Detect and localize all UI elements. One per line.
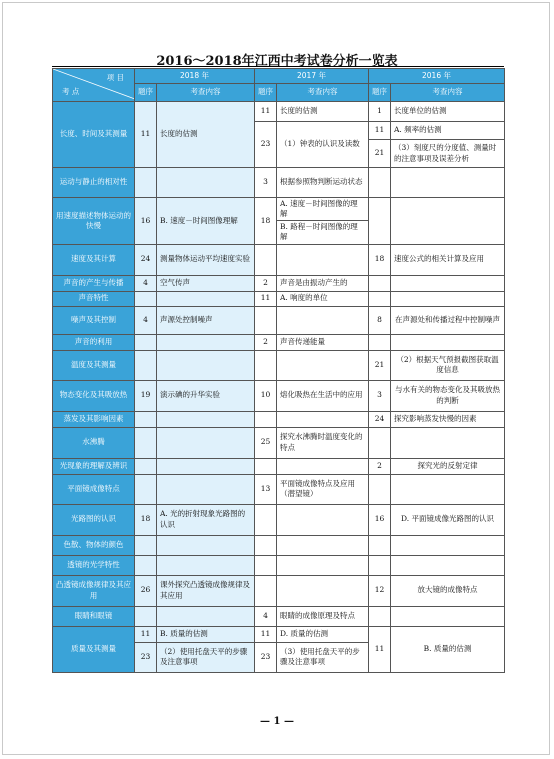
- num-2018: [135, 291, 157, 306]
- num-2016: 18: [369, 244, 391, 275]
- topic-cell: 声音的利用: [53, 334, 135, 350]
- num-2018: 26: [135, 575, 157, 606]
- content-2018: A. 光的折射现象光路图的认识: [157, 504, 255, 535]
- num-2016: 11: [369, 122, 391, 140]
- content-2018: [157, 168, 255, 198]
- topic-cell: 运动与静止的相对性: [53, 168, 135, 198]
- content-2016: 放大镜的成像特点: [391, 575, 505, 606]
- content-2018: [157, 291, 255, 306]
- num-2018: 23: [135, 642, 157, 672]
- page-title: 2016～2018年江西中考试卷分析一览表: [156, 54, 398, 69]
- topic-cell: 眼睛和眼镜: [53, 606, 135, 626]
- content-2016: [391, 198, 505, 245]
- num-2018: 11: [135, 102, 157, 168]
- year-2017-header: 2017 年: [255, 69, 369, 84]
- num-2018: [135, 427, 157, 458]
- content-2017: A. 速度－时间图像的理解: [277, 198, 369, 221]
- num-2017: [255, 555, 277, 575]
- num-2018: [135, 606, 157, 626]
- num-2018: [135, 535, 157, 555]
- num-2018: 11: [135, 626, 157, 642]
- topic-cell: 平面镜成像特点: [53, 474, 135, 504]
- content-2018: [157, 474, 255, 504]
- num-2018: [135, 411, 157, 427]
- content-2016: [391, 427, 505, 458]
- content-2017: B. 路程－时间图像的理解: [277, 221, 369, 244]
- corner-topic-label: 考 点: [62, 86, 80, 96]
- topic-cell: 蒸发及其影响因素: [53, 411, 135, 427]
- num-2018: [135, 168, 157, 198]
- content-2016: [391, 275, 505, 291]
- num-2018: 19: [135, 380, 157, 411]
- content-2016: 与水有关的物态变化及其吸放热的判断: [391, 380, 505, 411]
- content-2018: 测量物体运动平均速度实验: [157, 244, 255, 275]
- topic-cell: 物态变化及其吸放热: [53, 380, 135, 411]
- topic-cell: 长度、时间及其测量: [53, 102, 135, 168]
- content-2017: [277, 411, 369, 427]
- year-2016-header: 2016 年: [369, 69, 505, 84]
- num-2016: 3: [369, 380, 391, 411]
- num-2016: 21: [369, 350, 391, 380]
- num-2018: 24: [135, 244, 157, 275]
- content-2017: 声音是由振动产生的: [277, 275, 369, 291]
- content-2017: 眼睛的成像原理及特点: [277, 606, 369, 626]
- topic-cell: 水沸腾: [53, 427, 135, 458]
- num-2016: [369, 606, 391, 626]
- col-content-header: 考查内容: [277, 84, 369, 102]
- num-2017: 23: [255, 122, 277, 168]
- num-2017: 18: [255, 198, 277, 245]
- content-2017: （3）使用托盘天平的步骤及注意事项: [277, 642, 369, 672]
- col-content-header: 考查内容: [157, 84, 255, 102]
- content-2017: （1）钟表的认识及读数: [277, 122, 369, 168]
- content-2016: [391, 168, 505, 198]
- content-2016: （2）根据天气预报截图获取温度信息: [391, 350, 505, 380]
- content-2018: B. 速度－时间图像理解: [157, 198, 255, 245]
- topic-cell: 色散、物体的颜色: [53, 535, 135, 555]
- num-2018: [135, 458, 157, 474]
- num-2017: [255, 458, 277, 474]
- content-2018: 课外探究凸透镜成像规律及其应用: [157, 575, 255, 606]
- num-2016: 1: [369, 102, 391, 122]
- num-2018: [135, 555, 157, 575]
- num-2017: 11: [255, 102, 277, 122]
- num-2016: [369, 168, 391, 198]
- content-2018: [157, 427, 255, 458]
- content-2016: [391, 606, 505, 626]
- content-2018: 声源处控制噪声: [157, 306, 255, 334]
- header-corner: [53, 69, 135, 102]
- num-2017: 11: [255, 291, 277, 306]
- content-2017: [277, 458, 369, 474]
- content-2017: 熔化吸热在生活中的应用: [277, 380, 369, 411]
- content-2017: [277, 535, 369, 555]
- num-2018: [135, 334, 157, 350]
- content-2016: 探究影响蒸发快慢的因素: [391, 411, 505, 427]
- content-2018: [157, 555, 255, 575]
- num-2017: 23: [255, 642, 277, 672]
- content-2017: [277, 350, 369, 380]
- num-2016: 12: [369, 575, 391, 606]
- content-2016: [391, 334, 505, 350]
- col-content-header: 考查内容: [391, 84, 505, 102]
- content-2017: [277, 575, 369, 606]
- content-2017: [277, 555, 369, 575]
- content-2017: D. 质量的估测: [277, 626, 369, 642]
- content-2017: 平面镜成像特点及应用（潜望镜）: [277, 474, 369, 504]
- corner-item-label: 项 目: [106, 73, 124, 82]
- num-2016: [369, 291, 391, 306]
- content-2016: （3）刻度尺的分度值、测量时的注意事项及误差分析: [391, 140, 505, 168]
- content-2017: [277, 306, 369, 334]
- content-2018: [157, 334, 255, 350]
- num-2017: 25: [255, 427, 277, 458]
- content-2017: A. 响度的单位: [277, 291, 369, 306]
- content-2017: 根据参照物判断运动状态: [277, 168, 369, 198]
- content-2018: 演示碘的升华实验: [157, 380, 255, 411]
- topic-cell: 温度及其测量: [53, 350, 135, 380]
- content-2018: [157, 411, 255, 427]
- num-2016: [369, 555, 391, 575]
- topic-cell: 光现象的理解及辨识: [53, 458, 135, 474]
- content-2018: （2）使用托盘天平的步骤及注意事项: [157, 642, 255, 672]
- topic-cell: 声音的产生与传播: [53, 275, 135, 291]
- content-2017: 声音传递能量: [277, 334, 369, 350]
- num-2017: 2: [255, 275, 277, 291]
- num-2016: [369, 474, 391, 504]
- num-2016: [369, 275, 391, 291]
- content-2017: [277, 504, 369, 535]
- num-2018: 4: [135, 306, 157, 334]
- num-2018: 18: [135, 504, 157, 535]
- content-2016: 长度单位的估测: [391, 102, 505, 122]
- content-2016: [391, 535, 505, 555]
- content-2018: [157, 350, 255, 380]
- topic-cell: 凸透镜成像规律及其应用: [53, 575, 135, 606]
- col-num-header: 题序: [135, 84, 157, 102]
- content-2016: [391, 474, 505, 504]
- content-2018: [157, 606, 255, 626]
- content-2016: 探究光的反射定律: [391, 458, 505, 474]
- num-2017: [255, 350, 277, 380]
- num-2016: 24: [369, 411, 391, 427]
- content-2016: B. 质量的估测: [391, 626, 505, 672]
- num-2017: [255, 575, 277, 606]
- topic-cell: 声音特性: [53, 291, 135, 306]
- num-2017: 3: [255, 168, 277, 198]
- num-2016: [369, 198, 391, 245]
- num-2016: 11: [369, 626, 391, 672]
- year-2018-header: 2018 年: [135, 69, 255, 84]
- topic-cell: 用速度描述物体运动的快慢: [53, 198, 135, 245]
- analysis-table: [52, 68, 505, 673]
- topic-cell: 光路图的认识: [53, 504, 135, 535]
- num-2017: [255, 244, 277, 275]
- num-2018: [135, 474, 157, 504]
- content-2017: 长度的估测: [277, 102, 369, 122]
- num-2017: 10: [255, 380, 277, 411]
- num-2018: 16: [135, 198, 157, 245]
- num-2017: 4: [255, 606, 277, 626]
- content-2018: [157, 535, 255, 555]
- content-2018: [157, 458, 255, 474]
- col-num-header: 题序: [369, 84, 391, 102]
- content-2018: 长度的估测: [157, 102, 255, 168]
- num-2017: 13: [255, 474, 277, 504]
- num-2017: 11: [255, 626, 277, 642]
- num-2016: 21: [369, 140, 391, 168]
- content-2018: 空气传声: [157, 275, 255, 291]
- num-2016: [369, 535, 391, 555]
- content-2016: [391, 291, 505, 306]
- content-2016: A. 频率的估测: [391, 122, 505, 140]
- content-2016: [391, 555, 505, 575]
- page-number: — 1 —: [260, 716, 294, 727]
- col-num-header: 题序: [255, 84, 277, 102]
- num-2016: 16: [369, 504, 391, 535]
- content-2017: 探究水沸腾时温度变化的特点: [277, 427, 369, 458]
- num-2017: [255, 504, 277, 535]
- content-2016: 在声源处和传播过程中控制噪声: [391, 306, 505, 334]
- num-2016: [369, 334, 391, 350]
- num-2018: 4: [135, 275, 157, 291]
- content-2016: D. 平面镜成像光路图的认识: [391, 504, 505, 535]
- title-rule: [52, 66, 504, 67]
- num-2017: [255, 411, 277, 427]
- num-2016: [369, 427, 391, 458]
- topic-cell: 透镜的光学特性: [53, 555, 135, 575]
- content-2018: B. 质量的估测: [157, 626, 255, 642]
- topic-cell: 质量及其测量: [53, 626, 135, 672]
- num-2017: 2: [255, 334, 277, 350]
- num-2017: [255, 535, 277, 555]
- num-2018: [135, 350, 157, 380]
- num-2016: 2: [369, 458, 391, 474]
- topic-cell: 噪声及其控制: [53, 306, 135, 334]
- num-2016: 8: [369, 306, 391, 334]
- content-2017: [277, 244, 369, 275]
- content-2016: 速度公式的相关计算及应用: [391, 244, 505, 275]
- topic-cell: 速度及其计算: [53, 244, 135, 275]
- num-2017: [255, 306, 277, 334]
